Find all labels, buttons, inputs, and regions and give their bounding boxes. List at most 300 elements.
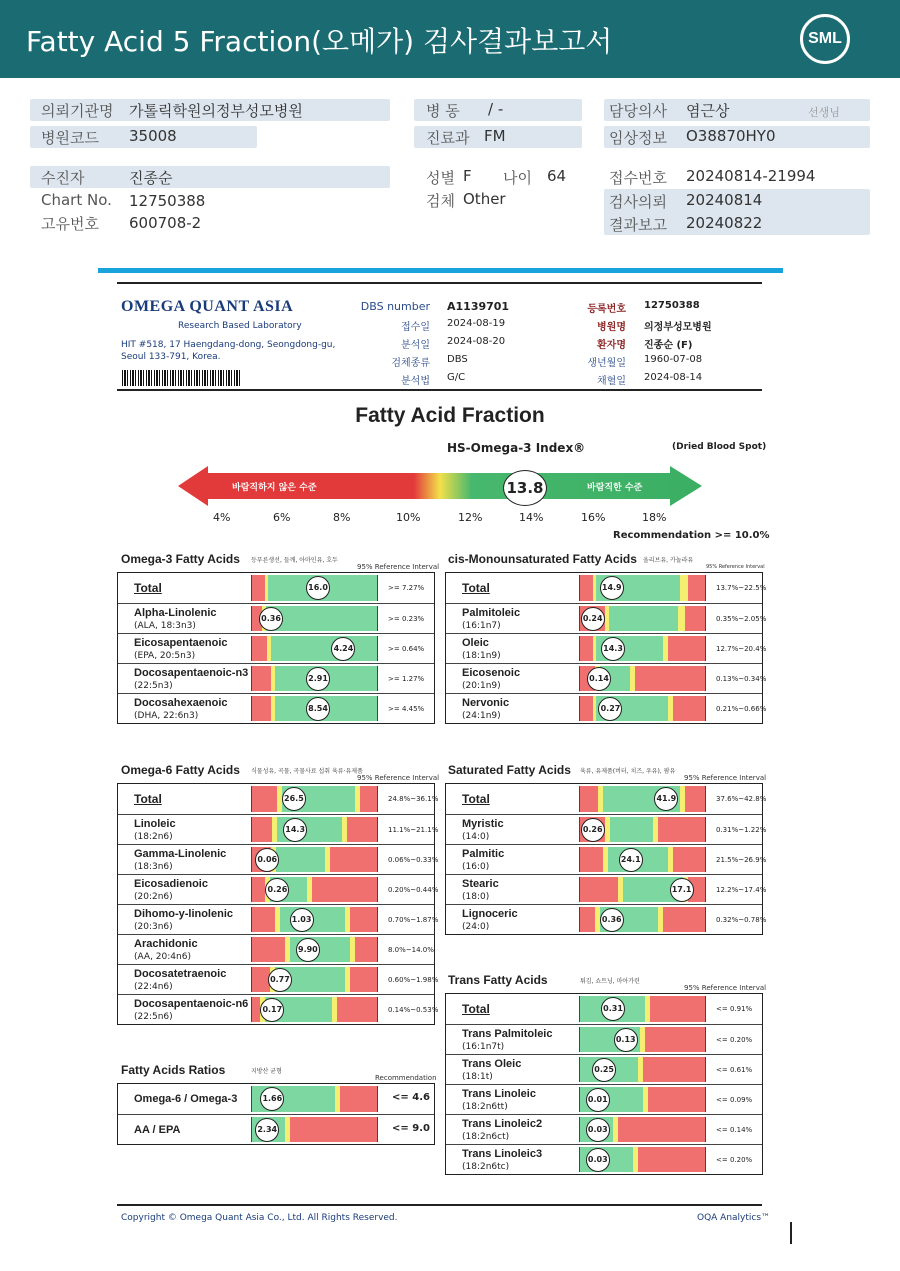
value-marker: 4.24 [331, 637, 355, 661]
index-title: HS-Omega-3 Index® [447, 441, 586, 455]
tick-label: 12% [458, 511, 483, 524]
table-row [446, 874, 767, 904]
reference-interval: >= 0.23% [388, 615, 425, 623]
doctor-value: 염근상 [686, 102, 730, 120]
request-date-label: 검사의뢰 [609, 193, 667, 211]
ratios-ri: Recommendation [375, 1074, 437, 1082]
row-code: (24:1n9) [462, 711, 501, 721]
trans-note: 튀김, 쇼트닝, 마아가린 [580, 978, 640, 985]
tick-label: 18% [642, 511, 667, 524]
range-segment [580, 907, 595, 932]
range-bar [251, 817, 378, 842]
patient-value: 진종순 [129, 169, 173, 187]
range-segment [312, 877, 377, 902]
result-date-label: 결과보고 [609, 216, 667, 234]
range-bar [579, 606, 706, 631]
omega6-title: Omega-6 Fatty Acids [121, 763, 240, 777]
patient-name-label: 환자명 [597, 340, 626, 351]
value-marker: 0.14 [587, 667, 611, 691]
table-row [446, 1114, 762, 1144]
range-bar [579, 1147, 706, 1172]
reference-interval: 0.31%~1.22% [716, 826, 767, 834]
table-row [118, 934, 434, 964]
range-segment [252, 666, 271, 691]
range-bar [579, 1027, 706, 1052]
ratios-note: 지방산 균형 [251, 1068, 282, 1075]
range-segment [252, 786, 277, 812]
range-bar [579, 786, 706, 812]
reference-interval: 11.1%~21.1% [388, 826, 439, 834]
department-value: FM [484, 127, 506, 145]
range-segment [618, 1117, 706, 1142]
mufa-table [445, 572, 767, 724]
table-row [118, 1084, 434, 1114]
lab-address-line2: Seoul 133-791, Korea. [121, 352, 221, 362]
range-segment [580, 636, 593, 661]
range-segment [252, 907, 275, 932]
range-segment [252, 696, 271, 721]
table-row [118, 964, 439, 994]
hospital-label: 병원명 [597, 322, 626, 333]
reference-interval: 0.20%~0.44% [388, 886, 439, 894]
row-name: Omega-6 / Omega-3 [134, 1093, 238, 1105]
value-marker: 0.01 [586, 1088, 610, 1112]
table-row [118, 784, 439, 814]
range-bar [579, 996, 706, 1022]
unique-no-value: 600708-2 [129, 214, 202, 232]
institution-value: 가톨릭학원의정부성모병원 [129, 102, 303, 120]
value-marker: 0.26 [265, 878, 289, 902]
recommendation: Recommendation >= 10.0% [613, 530, 770, 541]
footer-line [117, 1204, 762, 1206]
reference-interval: <= 4.6 [392, 1092, 430, 1103]
row-code: (AA, 20:4n6) [134, 952, 191, 962]
table-row [118, 874, 439, 904]
row-code: (ALA, 18:3n3) [134, 621, 196, 631]
row-name: Total [462, 581, 490, 595]
range-segment [668, 636, 706, 661]
tick-label: 10% [396, 511, 421, 524]
fraction-title: Fatty Acid Fraction [355, 404, 545, 427]
tick-label: 14% [519, 511, 544, 524]
value-marker: 1.03 [290, 908, 314, 932]
value-marker: 16.0 [306, 576, 330, 600]
reference-interval: 12.7%~20.4% [716, 645, 767, 653]
analysis-date-value: 2024-08-20 [447, 336, 506, 347]
value-marker: 0.36 [600, 908, 624, 932]
range-bar [251, 967, 378, 992]
clinical-info-label: 임상정보 [609, 129, 667, 147]
specimen-type-value: DBS [447, 354, 468, 365]
range-segment [648, 1087, 706, 1112]
range-segment [360, 786, 378, 812]
table-row [446, 784, 767, 814]
row-code: (20:3n6) [134, 922, 173, 932]
range-bar [251, 575, 378, 601]
mufa-ri: 95% Reference Interval [706, 564, 765, 570]
row-name: Docosahexaenoic [134, 697, 228, 709]
omega3-ri: 95% Reference Interval [357, 563, 440, 571]
table-row [446, 1084, 762, 1114]
range-bar [251, 696, 378, 721]
table-row [446, 573, 767, 603]
range-segment [678, 606, 686, 631]
tick-label: 16% [581, 511, 606, 524]
omega6-table [117, 783, 439, 1025]
range-segment [673, 847, 706, 872]
sex-label: 성별 [426, 169, 455, 187]
dob-label: 생년월일 [587, 358, 626, 369]
omega6-ri: 95% Reference Interval [357, 774, 440, 782]
table-row [446, 1024, 762, 1054]
desirable-label: 바람직한 수준 [587, 483, 643, 493]
range-segment [350, 967, 378, 992]
row-name: Total [462, 792, 490, 806]
trans-ri: 95% Reference Interval [684, 984, 767, 992]
value-marker: 0.26 [581, 818, 605, 842]
reference-interval: 0.13%~0.34% [716, 675, 767, 683]
index-marker [503, 470, 547, 506]
range-segment [643, 1057, 706, 1082]
range-bar [251, 606, 378, 631]
value-marker: 2.34 [255, 1118, 279, 1142]
range-segment [290, 1117, 378, 1142]
hospital-code-value: 35008 [129, 127, 177, 145]
range-segment [271, 636, 377, 661]
receipt-no-label: 접수번호 [609, 169, 667, 187]
row-name: Trans Oleic [462, 1058, 522, 1070]
reference-interval: <= 0.14% [716, 1126, 753, 1134]
range-segment [638, 1147, 706, 1172]
value-marker: 0.25 [592, 1058, 616, 1082]
range-segment [580, 877, 618, 902]
table-row [118, 814, 439, 844]
row-code: (22:5n3) [134, 681, 173, 691]
table-row [446, 1054, 762, 1084]
omega3-note: 등푸른생선, 들깨, 아마인유, 호두 [251, 557, 338, 564]
draw-date-label: 채혈일 [597, 376, 626, 387]
reference-interval: 0.21%~0.66% [716, 705, 767, 713]
ward-value: / - [488, 100, 504, 118]
row-name: Total [134, 792, 162, 806]
range-segment [252, 997, 260, 1022]
row-name: Trans Linoleic [462, 1088, 536, 1100]
range-bar [579, 847, 706, 872]
range-segment [610, 817, 653, 842]
value-marker: 0.13 [614, 1028, 638, 1052]
trans-table [445, 993, 763, 1175]
row-name: Docosapentaenoic-n3 [134, 667, 249, 679]
range-segment [680, 575, 688, 601]
reference-interval: 8.0%~14.0% [388, 946, 434, 954]
row-name: Docosapentaenoic-n6 [134, 998, 249, 1010]
value-marker: 0.27 [598, 697, 622, 721]
table-row [118, 663, 434, 693]
value-marker: 2.91 [306, 667, 330, 691]
range-bar [579, 1117, 706, 1142]
analytics-label: OQA Analytics™ [697, 1213, 771, 1223]
trans-title: Trans Fatty Acids [448, 973, 548, 987]
rule-line [117, 282, 762, 284]
specimen-label: 검체 [426, 192, 455, 210]
reference-interval: 12.2%~17.4% [716, 886, 767, 894]
ratios-table [117, 1083, 435, 1145]
lab-subtitle: Research Based Laboratory [178, 321, 302, 331]
reference-interval: <= 0.91% [716, 1005, 753, 1013]
reference-interval: 0.14%~0.53% [388, 1006, 439, 1014]
row-name: Eicosenoic [462, 667, 521, 679]
row-code: (16:1n7t) [462, 1042, 505, 1052]
range-segment [580, 786, 598, 812]
range-segment [650, 996, 705, 1022]
patient-name-value: 진종순 (F) [644, 340, 693, 351]
range-bar [251, 1086, 378, 1112]
reference-interval: <= 9.0 [392, 1123, 430, 1134]
reference-interval: 0.32%~0.78% [716, 916, 767, 924]
row-code: (18:1n9) [462, 651, 501, 661]
range-segment [685, 786, 705, 812]
row-code: (18:3n6) [134, 862, 173, 872]
report-header [0, 0, 900, 78]
method-label: 분석법 [401, 376, 430, 387]
receipt-date-label: 접수일 [401, 322, 430, 333]
patient-label: 수진자 [41, 169, 85, 187]
value-marker: 0.03 [586, 1118, 610, 1142]
analysis-date-label: 분석일 [401, 340, 430, 351]
mufa-note: 올리브유, 카놀라유 [643, 557, 694, 564]
row-name: Arachidonic [134, 938, 198, 950]
range-bar [251, 636, 378, 661]
table-row [446, 994, 762, 1024]
reference-interval: <= 0.20% [716, 1036, 753, 1044]
range-bar [579, 1057, 706, 1082]
ward-label: 병 동 [426, 102, 460, 120]
row-code: (20:2n6) [134, 892, 173, 902]
range-segment [673, 696, 706, 721]
table-row [118, 904, 439, 934]
rule-line [117, 389, 762, 391]
mufa-title: cis-Monounsaturated Fatty Acids [448, 552, 637, 566]
range-bar [251, 997, 378, 1022]
draw-date-value: 2024-08-14 [644, 372, 703, 383]
reference-interval: <= 0.61% [716, 1066, 753, 1074]
reference-interval: <= 0.20% [716, 1156, 753, 1164]
value-marker: 8.54 [306, 697, 330, 721]
range-segment [252, 877, 265, 902]
hospital-code-label: 병원코드 [41, 129, 99, 147]
range-bar [251, 847, 378, 872]
range-segment [635, 666, 705, 691]
row-name: Linoleic [134, 818, 176, 830]
row-code: (EPA, 20:5n3) [134, 651, 196, 661]
row-code: (24:0) [462, 922, 490, 932]
value-marker: 14.3 [283, 818, 307, 842]
reference-interval: 0.70%~1.87% [388, 916, 439, 924]
reference-interval: 13.7%~22.5% [716, 584, 767, 592]
range-bar [251, 937, 378, 962]
page-marker [790, 1222, 792, 1244]
row-name: Lignoceric [462, 908, 518, 920]
row-name: Nervonic [462, 697, 510, 709]
range-bar [579, 907, 706, 932]
chart-no-value: 12750388 [129, 192, 206, 210]
table-row [118, 994, 439, 1024]
reference-interval: >= 7.27% [388, 584, 425, 592]
range-segment [580, 575, 593, 601]
reg-label: 등록번호 [587, 304, 626, 315]
range-bar [251, 907, 378, 932]
reference-interval: 24.8%~36.1% [388, 795, 439, 803]
chart-no-label: Chart No. [41, 191, 112, 209]
table-row [446, 603, 767, 633]
value-marker: 0.36 [259, 607, 283, 631]
row-name: Trans Palmitoleic [462, 1028, 553, 1040]
copyright: Copyright © Omega Quant Asia Co., Ltd. All Rights Reserved. [121, 1213, 398, 1223]
row-name: AA / EPA [134, 1124, 181, 1136]
range-segment [252, 817, 272, 842]
row-name: Palmitoleic [462, 607, 521, 619]
row-code: (16:0) [462, 862, 490, 872]
reference-interval: 37.6%~42.8% [716, 795, 767, 803]
omega3-title: Omega-3 Fatty Acids [121, 552, 240, 566]
range-segment [252, 937, 285, 962]
value-marker: 0.03 [586, 1148, 610, 1172]
row-name: Oleic [462, 637, 489, 649]
range-segment [337, 997, 377, 1022]
range-segment [355, 937, 378, 962]
lab-address-line1: HIT #518, 17 Haengdang-dong, Seongdong-gu, [121, 340, 336, 350]
lab-logo: OMEGA QUANT ASIA [121, 298, 294, 315]
range-segment [609, 606, 678, 631]
sat-ri: 95% Reference Interval [684, 774, 767, 782]
row-name: Total [134, 581, 162, 595]
range-segment [658, 817, 706, 842]
range-bar [579, 575, 706, 601]
request-date-value: 20240814 [686, 191, 763, 209]
undesirable-label: 바람직하지 않은 수준 [232, 483, 317, 493]
row-code: (18:0) [462, 892, 490, 902]
row-name: Eicosadienoic [134, 878, 208, 890]
method-value: G/C [447, 372, 466, 383]
row-name: Total [462, 1002, 490, 1016]
unique-no-label: 고유번호 [41, 215, 99, 233]
sat-title: Saturated Fatty Acids [448, 763, 571, 777]
specimen-type-label: 검체종류 [391, 358, 430, 369]
clinical-info-value: O38870HY0 [686, 127, 776, 145]
range-segment [276, 847, 325, 872]
range-segment [330, 847, 378, 872]
index-value: 13.8 [506, 479, 544, 497]
ratios-title: Fatty Acids Ratios [121, 1063, 226, 1077]
table-row [446, 1144, 762, 1174]
value-marker: 0.06 [255, 848, 279, 872]
row-code: (18:2n6ct) [462, 1132, 510, 1142]
receipt-date-value: 2024-08-19 [447, 318, 506, 329]
row-name: Docosatetraenoic [134, 968, 227, 980]
table-row [118, 633, 434, 663]
barcode [122, 370, 242, 386]
sat-table [445, 783, 767, 935]
range-segment [350, 907, 378, 932]
row-code: (22:5n6) [134, 1012, 173, 1022]
value-marker: 14.9 [600, 576, 624, 600]
range-segment [580, 696, 593, 721]
reference-interval: >= 4.45% [388, 705, 425, 713]
reference-interval: 0.35%~2.05% [716, 615, 767, 623]
sex-value: F [463, 167, 472, 185]
institution-label: 의뢰기관명 [41, 102, 114, 120]
value-marker: 26.5 [282, 787, 306, 811]
range-bar [579, 696, 706, 721]
value-marker: 24.1 [619, 848, 643, 872]
age-label: 나이 [503, 169, 532, 187]
department-label: 진료과 [426, 129, 470, 147]
dob-value: 1960-07-08 [644, 354, 703, 365]
value-marker: 0.77 [268, 968, 292, 992]
sat-note: 육류, 유제품(버터, 치즈, 우유), 팜유 [580, 768, 676, 775]
table-row [446, 904, 767, 934]
row-code: (22:4n6) [134, 982, 173, 992]
table-row [118, 603, 434, 633]
row-name: Stearic [462, 878, 499, 890]
age-value: 64 [547, 167, 567, 185]
tick-label: 4% [213, 511, 231, 524]
range-bar [251, 1117, 378, 1142]
range-segment [340, 1086, 378, 1112]
range-segment [347, 817, 377, 842]
range-bar [251, 666, 378, 691]
value-marker: 0.17 [260, 998, 284, 1022]
row-code: (18:2n6) [134, 832, 173, 842]
omega3-table [117, 572, 435, 724]
reference-interval: >= 0.64% [388, 645, 425, 653]
report-title: Fatty Acid 5 Fraction(오메가) 검사결과보고서 [26, 25, 613, 58]
row-name: Eicosapentaenoic [134, 637, 228, 649]
reference-interval: >= 1.27% [388, 675, 425, 683]
range-bar [251, 786, 378, 812]
row-code: (14:0) [462, 832, 490, 842]
row-code: (18:2n6tt) [462, 1102, 508, 1112]
range-segment [580, 847, 603, 872]
row-name: Gamma-Linolenic [134, 848, 227, 860]
table-row [446, 693, 767, 723]
row-code: (18:1t) [462, 1072, 493, 1082]
value-marker: 0.31 [601, 997, 625, 1021]
table-row [446, 633, 767, 663]
value-marker: 41.9 [654, 787, 678, 811]
table-row [118, 573, 434, 603]
range-segment [688, 575, 706, 601]
row-name: Trans Linoleic2 [462, 1118, 543, 1130]
tick-label: 6% [273, 511, 291, 524]
range-bar [579, 817, 706, 842]
row-code: (18:2n6tc) [462, 1162, 510, 1172]
dbs-note: (Dried Blood Spot) [672, 442, 767, 452]
range-segment [252, 636, 267, 661]
table-row [446, 814, 767, 844]
value-marker: 9.90 [296, 938, 320, 962]
dbs-value: A1139701 [447, 300, 510, 313]
row-name: Myristic [462, 818, 504, 830]
range-bar [579, 1087, 706, 1112]
range-segment [252, 575, 265, 601]
range-bar [579, 666, 706, 691]
value-marker: 1.66 [260, 1087, 284, 1111]
table-row [118, 844, 439, 874]
receipt-no-value: 20240814-21994 [686, 167, 816, 185]
row-code: (16:1n7) [462, 621, 501, 631]
range-bar [579, 877, 706, 902]
